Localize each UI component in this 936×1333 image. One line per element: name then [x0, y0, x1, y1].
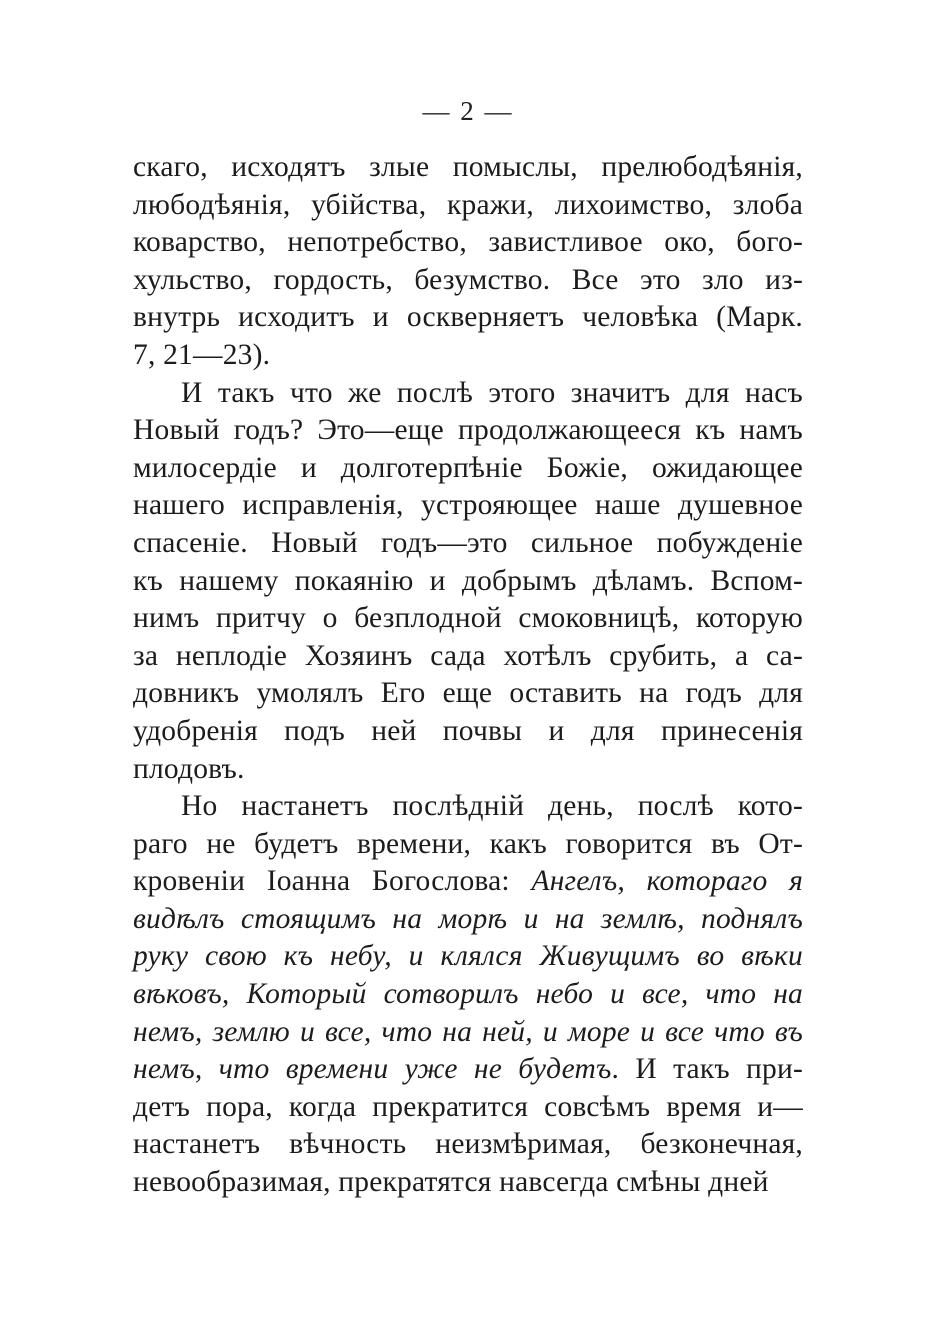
text-line — [133, 788, 803, 826]
text-line: нимъ притчу о безплодной смоковницѣ, которую — [133, 602, 803, 635]
text-segment: кровеніи Іоанна Богослова: — [133, 865, 532, 898]
italic-quote-segment: немъ, землю и все, что на ней, и море и все что въ — [133, 1015, 803, 1048]
text-line: нашего исправленія, устрояющее наше душевное — [133, 489, 803, 522]
text-line: удобренія подъ ней почвы и для принесенія — [133, 714, 803, 747]
text-line: спасеніе. Новый годъ—это сильное побужденіе — [133, 526, 803, 559]
text-line: любодѣянія, убійства, кражи, лихоимство, злоба — [133, 188, 803, 221]
text-line: къ нашему покаянію и добрымъ дѣламъ. Вспом- — [133, 564, 803, 597]
text-line — [133, 976, 803, 1014]
text-line — [133, 1164, 803, 1202]
text-segment: . И такъ при- — [611, 1053, 804, 1086]
body-text — [133, 149, 803, 1202]
text-line: И такъ что же послѣ этого значитъ для насъ — [181, 376, 803, 409]
text-line — [133, 901, 803, 939]
text-line: внутрь исходитъ и оскверняетъ человѣка (Марк. — [133, 301, 803, 334]
text-line: Новый годъ? Это—еще продолжающееся къ намъ — [133, 414, 803, 447]
paragraph — [133, 375, 803, 789]
page-number: — 2 — — [422, 96, 514, 126]
text-line — [133, 1014, 803, 1052]
text-segment: настанетъ вѣчность неизмѣримая, безконечная, — [133, 1128, 803, 1161]
text-segment: детъ пора, когда прекратится совсѣмъ время и— — [133, 1090, 803, 1123]
text-line: за неплодіе Хозяинъ сада хотѣлъ срубить, а са- — [133, 639, 803, 672]
text-segment: невообразимая, прекратятся навсегда смѣны дней — [133, 1166, 769, 1199]
text-line — [133, 938, 803, 976]
paragraph — [133, 788, 803, 1202]
text-segment: раго не будетъ времени, какъ говорится въ От- — [133, 827, 803, 860]
text-line: милосердіе и долготерпѣніе Божіе, ожидающее — [133, 451, 803, 484]
text-line — [133, 1089, 803, 1127]
text-line — [133, 1051, 803, 1089]
text-line: довникъ умолялъ Его еще оставить на годъ для — [133, 677, 803, 710]
italic-quote-segment: видѣлъ стоящимъ на морѣ и на землѣ, поднялъ — [133, 902, 803, 935]
paragraph — [133, 149, 803, 375]
italic-quote-segment: Ангелъ, котораго я — [531, 865, 804, 898]
text-line: плодовъ. — [133, 752, 245, 785]
text-line: 7, 21—23). — [133, 338, 271, 371]
text-line — [133, 826, 803, 864]
italic-quote-segment: руку свою къ небу, и клялся Живущимъ во вѣки — [133, 940, 803, 973]
text-line — [133, 1126, 803, 1164]
italic-quote-segment: вѣковъ, Который сотворилъ небо и все, что на — [133, 978, 803, 1011]
text-line: скаго, исходятъ злые помыслы, прелюбодѣянія, — [133, 151, 803, 183]
text-segment: Но настанетъ послѣдній день, послѣ кото- — [181, 790, 803, 823]
italic-quote-segment: немъ, что времени уже не будетъ — [133, 1053, 612, 1086]
text-line — [133, 863, 803, 901]
text-line: хульство, гордость, безумство. Все это зло из- — [133, 263, 803, 296]
text-line: коварство, непотребство, завистливое око, бого- — [133, 226, 803, 259]
